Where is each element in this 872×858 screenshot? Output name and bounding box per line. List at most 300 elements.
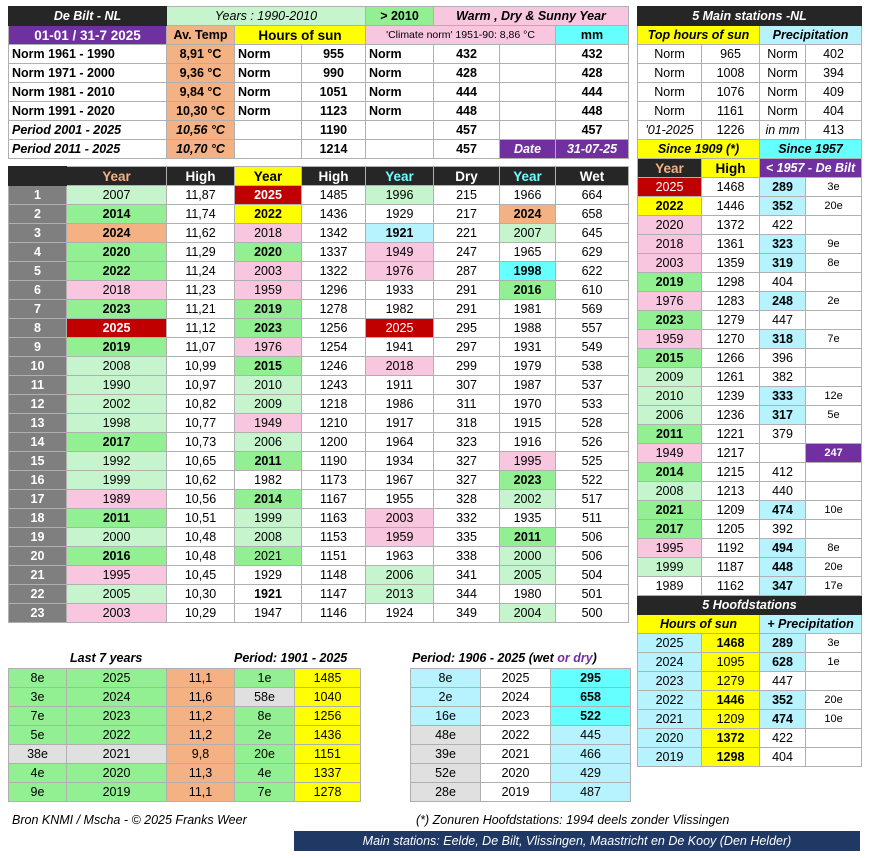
rank-row [9,224,629,243]
right-sun: 1215 [702,463,760,482]
last7-sun: 1485 [295,669,361,688]
right-rank-row [638,539,862,558]
right-precip-rank [806,216,862,235]
last7-temp: 11,2 [167,726,235,745]
date-value: 31-07-25 [556,140,629,159]
right-norm-plabel: Norm [760,45,806,64]
temp-value: 11,12 [167,319,235,338]
temp-value: 10,45 [167,566,235,585]
sun-value: 1322 [302,262,366,281]
dry-value: 349 [434,604,500,623]
last7-row [9,745,361,764]
right-precip-rank [806,368,862,387]
sunny-year: 2018 [235,224,302,243]
last7-temp: 11,3 [167,764,235,783]
temp-value: 10,82 [167,395,235,414]
sunny-year: 1999 [235,509,302,528]
norm-sun-label [235,140,302,159]
temp-rank: 4e [9,764,67,783]
sun-value: 1436 [302,205,366,224]
temp-value: 11,87 [167,186,235,205]
right-sun: 1213 [702,482,760,501]
norm-label: Norm 1991 - 2020 [9,102,167,121]
right-rank-row [638,368,862,387]
wetdry-year: 2023 [481,707,551,726]
col-year-wet: Year [500,167,556,186]
right-rank-row [638,558,862,577]
dry-value: 217 [434,205,500,224]
right-sun: 1468 [702,178,760,197]
sun-value: 1173 [302,471,366,490]
wet-value: 511 [556,509,629,528]
col-dry: Dry [434,167,500,186]
dry-value: 335 [434,528,500,547]
sunny-year: 2010 [235,376,302,395]
wetdry-year: 2020 [481,764,551,783]
dry-year: 2013 [366,585,434,604]
last7-year: 2023 [67,707,167,726]
norm-spacer [500,102,556,121]
norm-row [9,140,629,159]
dry-year: 1921 [366,224,434,243]
rank-row [9,528,629,547]
norm-label: Norm 1961 - 1990 [9,45,167,64]
sun-rank: 2e [235,726,295,745]
temp-value: 11,74 [167,205,235,224]
right-rank-row [638,311,862,330]
wet-year: 1980 [500,585,556,604]
col-high-sun: High [302,167,366,186]
hoofd-precip: 289 [760,634,806,653]
hoofd-row [638,653,862,672]
sun-value: 1256 [302,319,366,338]
rank-number: 16 [9,471,67,490]
dry-year: 1959 [366,528,434,547]
sunny-year: 2020 [235,243,302,262]
rank-row [9,338,629,357]
norm-sun: 990 [302,64,366,83]
right-sun: 1359 [702,254,760,273]
dry-year: 1976 [366,262,434,281]
hoofd-row [638,691,862,710]
warm-year: 1995 [67,566,167,585]
warm-year: 2020 [67,243,167,262]
dry-value: 307 [434,376,500,395]
sun-value: 1296 [302,281,366,300]
hoofd-sun: 1372 [702,729,760,748]
wetdry-rank: 8e [411,669,481,688]
sun-value: 1278 [302,300,366,319]
dry-year: 1963 [366,547,434,566]
right-norm-precip: 394 [806,64,862,83]
temp-value: 10,48 [167,547,235,566]
right-rank-row [638,482,862,501]
hoofd-precip: 447 [760,672,806,691]
hoofd-year: 2024 [638,653,702,672]
rank-row [9,186,629,205]
rank-number: 20 [9,547,67,566]
wet-value: 610 [556,281,629,300]
norm-spacer [500,121,556,140]
dry-value: 338 [434,547,500,566]
since-1909-label: Since 1909 (*) [638,140,760,159]
rank-number: 19 [9,528,67,547]
rank-row [9,357,629,376]
source-credit: Bron KNMI / Mscha - © 2025 Franks Weer [12,813,247,827]
dry-value: 287 [434,262,500,281]
sunny-year: 1929 [235,566,302,585]
hoofd-year: 2025 [638,634,702,653]
right-precip: 404 [760,273,806,292]
norm-spacer [500,64,556,83]
wet-value: 629 [556,243,629,262]
last7-sun: 1278 [295,783,361,802]
right-precip: 319 [760,254,806,273]
right-sun: 1187 [702,558,760,577]
right-sun: 1266 [702,349,760,368]
last7-year: 2024 [67,688,167,707]
date-label: Date [500,140,556,159]
hoofd-year: 2021 [638,710,702,729]
temp-value: 10,62 [167,471,235,490]
rank-number: 21 [9,566,67,585]
last7-label: Last 7 years [70,651,143,665]
hoofd-sun: 1446 [702,691,760,710]
right-sun: 1217 [702,444,760,463]
warm-year: 1999 [67,471,167,490]
warm-year: 2017 [67,433,167,452]
sun-hours-footnote: (*) Zonuren Hoofdstations: 1994 deels zonder Vlissingen [416,813,730,827]
norm-temp: 10,70 °C [167,140,235,159]
last7-temp: 11,1 [167,669,235,688]
warm-year: 1990 [67,376,167,395]
right-year: 2025 [638,178,702,197]
dry-value: 311 [434,395,500,414]
norm-sun-label: Norm [235,83,302,102]
norm-precip: 432 [434,45,500,64]
right-norm-precip: 404 [806,102,862,121]
hoofd-row [638,672,862,691]
top-hours-header: Top hours of sun [638,26,760,45]
hoofd-precip: 404 [760,748,806,767]
norm-mm: 432 [556,45,629,64]
temp-value: 10,65 [167,452,235,471]
dry-year: 2018 [366,357,434,376]
right-precip: 248 [760,292,806,311]
sun-value: 1151 [302,547,366,566]
last7-temp: 11,2 [167,707,235,726]
wet-value: 538 [556,357,629,376]
right-year: 2019 [638,273,702,292]
wet-year: 1935 [500,509,556,528]
temp-value: 10,73 [167,433,235,452]
wetdry-row [411,688,631,707]
sun-value: 1146 [302,604,366,623]
right-rank-row [638,444,862,463]
hoofd-precip-rank [806,672,862,691]
dry-value: 341 [434,566,500,585]
dry-value: 291 [434,300,500,319]
dry-value: 295 [434,319,500,338]
wet-value: 522 [556,471,629,490]
right-norm-precip: 409 [806,83,862,102]
right-rank-row [638,387,862,406]
wet-value: 500 [556,604,629,623]
wet-value: 537 [556,376,629,395]
dry-value: 318 [434,414,500,433]
warm-year: 2008 [67,357,167,376]
right-rank-row [638,349,862,368]
right-norm-label: Norm [638,64,702,83]
warm-year: 2007 [67,186,167,205]
hoofd-title: 5 Hoofdstations [638,596,862,615]
temp-rank: 9e [9,783,67,802]
sunny-year: 2003 [235,262,302,281]
sunny-year: 1949 [235,414,302,433]
main-stations-footer: Main stations: Eelde, De Bilt, Vlissingen, Maastricht en De Kooy (Den Helder) [294,831,860,851]
dry-year: 1967 [366,471,434,490]
col-year-dry: Year [366,167,434,186]
hoofd-row [638,729,862,748]
dry-year: 1941 [366,338,434,357]
right-precip-rank [806,482,862,501]
sun-value: 1167 [302,490,366,509]
temp-rank: 3e [9,688,67,707]
dry-value: 327 [434,452,500,471]
sun-rank: 4e [235,764,295,783]
last7-year: 2022 [67,726,167,745]
sun-rank: 58e [235,688,295,707]
right-rank-row [638,406,862,425]
norm-temp: 9,36 °C [167,64,235,83]
precip-header: Precipitation [760,26,862,45]
norm-mm: 428 [556,64,629,83]
norm-mm: 444 [556,83,629,102]
dry-value: 332 [434,509,500,528]
temp-value: 10,97 [167,376,235,395]
right-precip-rank: 9e [806,235,862,254]
wet-value: 526 [556,433,629,452]
sun-value: 1337 [302,243,366,262]
temp-rank: 7e [9,707,67,726]
right-precip: 352 [760,197,806,216]
wetdry-table [410,668,631,802]
sun-value: 1153 [302,528,366,547]
sun-value: 1485 [302,186,366,205]
dry-year: 2006 [366,566,434,585]
right-rank-row [638,197,862,216]
last7-row [9,707,361,726]
right-year: 1989 [638,577,702,596]
right-precip: 379 [760,425,806,444]
sun-value: 1148 [302,566,366,585]
rank-row [9,414,629,433]
temp-value: 10,99 [167,357,235,376]
hoofd-precip-rank [806,729,862,748]
right-sun: 1283 [702,292,760,311]
after-2010-label: > 2010 [366,7,434,26]
right-sun: 1279 [702,311,760,330]
last7-row [9,726,361,745]
wet-value: 622 [556,262,629,281]
wet-year: 1915 [500,414,556,433]
temp-rank: 38e [9,745,67,764]
hoofd-precip-header: + Precipitation [760,615,862,634]
hours-sun-header: Hours of sun [235,26,366,45]
wet-value: 501 [556,585,629,604]
right-rank-row [638,273,862,292]
dry-year: 1982 [366,300,434,319]
hoofd-precip: 352 [760,691,806,710]
rank-number: 5 [9,262,67,281]
right-year: 1949 [638,444,702,463]
rank-number: 17 [9,490,67,509]
wet-year: 2007 [500,224,556,243]
norm-precip-label [366,140,434,159]
right-norm-row [638,64,862,83]
norm-row [9,45,629,64]
right-year: 2015 [638,349,702,368]
warm-year: 1992 [67,452,167,471]
rank-row [9,433,629,452]
temp-value: 10,30 [167,585,235,604]
right-year: 2003 [638,254,702,273]
hoofd-precip: 474 [760,710,806,729]
warm-year: 2014 [67,205,167,224]
rank-row [9,319,629,338]
right-precip-rank [806,520,862,539]
wet-year: 1988 [500,319,556,338]
sunny-year: 2006 [235,433,302,452]
last7-table [8,668,361,802]
wet-year: 2023 [500,471,556,490]
norm-label: Period 2011 - 2025 [9,140,167,159]
right-norm-label: Norm [638,102,702,121]
right-precip-rank [806,311,862,330]
sunny-year: 1947 [235,604,302,623]
right-sun: 1270 [702,330,760,349]
sunny-year: 1959 [235,281,302,300]
dry-year: 1911 [366,376,434,395]
right-sun: 1205 [702,520,760,539]
wetdry-row [411,745,631,764]
right-precip: 318 [760,330,806,349]
warm-year: 1989 [67,490,167,509]
dry-value: 344 [434,585,500,604]
rank-row [9,395,629,414]
norm-row [9,102,629,121]
right-norm-row [638,102,862,121]
sunny-year: 2019 [235,300,302,319]
right-precip-rank [806,425,862,444]
right-rank-row [638,520,862,539]
wetdry-rank: 48e [411,726,481,745]
wet-value: 533 [556,395,629,414]
right-precip: 392 [760,520,806,539]
wetdry-row [411,783,631,802]
wet-year: 1998 [500,262,556,281]
sunny-year: 2014 [235,490,302,509]
wet-year: 1995 [500,452,556,471]
rank-row [9,452,629,471]
right-norm-label: Norm [638,45,702,64]
wet-year: 2005 [500,566,556,585]
wetdry-rank: 2e [411,688,481,707]
norm-label: Norm 1971 - 2000 [9,64,167,83]
right-precip: 289 [760,178,806,197]
wet-year: 1965 [500,243,556,262]
warm-year: 2002 [67,395,167,414]
rank-number: 23 [9,604,67,623]
wetdry-year: 2021 [481,745,551,764]
dry-year: 1955 [366,490,434,509]
right-precip: 447 [760,311,806,330]
wet-year: 1987 [500,376,556,395]
wetdry-row [411,764,631,783]
right-norm-precip: 413 [806,121,862,140]
sun-value: 1218 [302,395,366,414]
wet-year: 2016 [500,281,556,300]
wetdry-value: 445 [551,726,631,745]
right-precip: 382 [760,368,806,387]
norm-temp: 9,84 °C [167,83,235,102]
dry-value: 327 [434,471,500,490]
hoofd-row [638,748,862,767]
wet-value: 506 [556,547,629,566]
norm-row [9,83,629,102]
wetdry-rank: 39e [411,745,481,764]
wet-year: 1916 [500,433,556,452]
wet-value: 664 [556,186,629,205]
sun-value: 1246 [302,357,366,376]
dry-year: 2003 [366,509,434,528]
period-1901-label: Period: 1901 - 2025 [234,651,348,665]
right-year: 2018 [638,235,702,254]
norm-row [9,64,629,83]
sun-value: 1254 [302,338,366,357]
wet-value: 549 [556,338,629,357]
wet-value: 517 [556,490,629,509]
wetdry-value: 295 [551,669,631,688]
dry-year: 1986 [366,395,434,414]
rank-number: 9 [9,338,67,357]
right-year: 2020 [638,216,702,235]
last7-temp: 11,1 [167,783,235,802]
sun-value: 1210 [302,414,366,433]
last7-sun: 1337 [295,764,361,783]
sun-value: 1200 [302,433,366,452]
right-precip-rank: 20e [806,197,862,216]
right-rank-row [638,216,862,235]
rank-row [9,547,629,566]
sun-value: 1190 [302,452,366,471]
last7-row [9,764,361,783]
hoofd-row [638,710,862,729]
wet-value: 557 [556,319,629,338]
right-precip-rank: 2e [806,292,862,311]
dry-year: 2025 [366,319,434,338]
rank-row [9,604,629,623]
right-norm-row [638,45,862,64]
hoofd-sun: 1468 [702,634,760,653]
period-label: 01-01 / 31-7 2025 [9,26,167,45]
wet-year: 1981 [500,300,556,319]
right-year: 2008 [638,482,702,501]
right-debilt-value: 247 [806,444,862,463]
wetdry-year: 2024 [481,688,551,707]
wet-year: 2011 [500,528,556,547]
right-precip-rank: 12e [806,387,862,406]
